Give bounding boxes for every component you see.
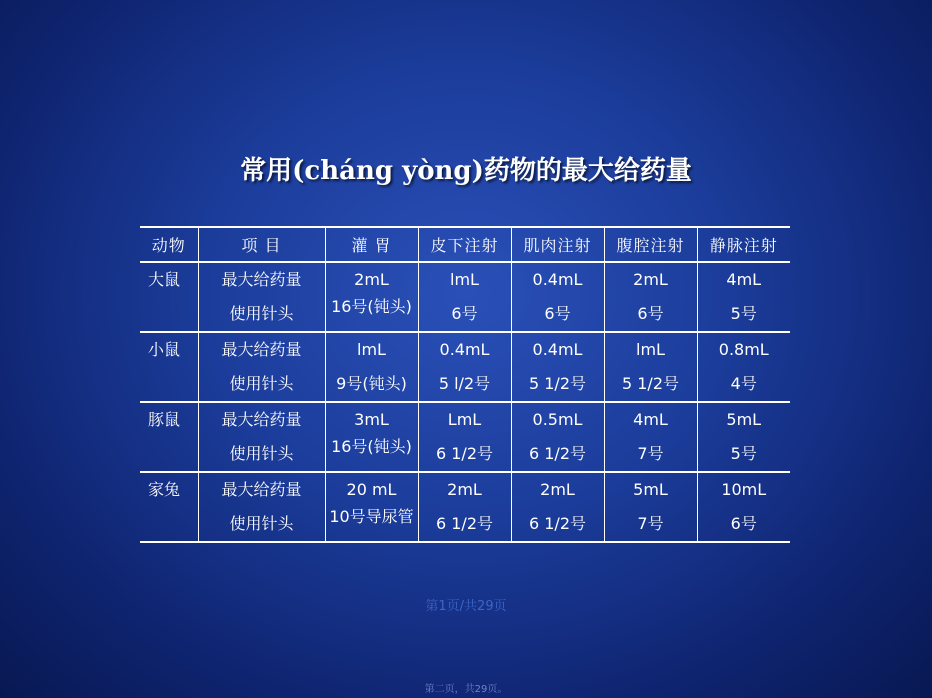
needle-value: 7号 [637,444,664,463]
needle-value: 6号 [451,304,478,323]
needle-value: 6号 [637,304,664,323]
dose-value: 4mL [633,410,668,429]
animal-name: 豚鼠 [148,410,181,429]
needle-value: 5 l/2号 [438,374,491,393]
needle-value: 4号 [730,374,757,393]
item-label: 使用针头 [229,514,294,533]
dose-value: 2mL [540,480,575,499]
footer-text: 第二页，共29页。 [424,684,508,695]
dose-value: 2mL [447,480,482,499]
item-label: 使用针头 [229,374,294,393]
header-animal: 动物 [140,227,198,262]
animal-name: 家兔 [148,480,181,499]
dose-value: 0.8mL [718,340,769,359]
dosage-table [140,226,790,543]
dose-value: 4mL [726,270,762,289]
needle-value: 5号 [730,444,757,463]
header-intramuscular: 肌肉注射 [511,227,604,262]
needle-value: 6号 [730,514,757,533]
needle-value: 7号 [637,514,664,533]
table-row [140,402,790,472]
dose-value: LmL [447,410,482,429]
needle-value: 16号(钝头) [331,297,412,316]
needle-value: 6号 [544,304,571,323]
header-item: 项 目 [198,227,325,262]
needle-value: 5号 [730,304,757,323]
table-row [140,262,790,332]
needle-value: 9号(钝头) [336,374,407,393]
needle-value: 5 1/2号 [621,374,680,393]
table-row [140,332,790,402]
slide-title: 常用(cháng yòng)药物的最大给药量 [240,156,692,186]
dose-value: 10mL [721,480,767,499]
item-label: 最大给药量 [221,340,302,359]
header-intraperitoneal: 腹腔注射 [604,227,697,262]
dose-value: lmL [357,340,386,359]
dose-value: 0.5mL [532,410,583,429]
dose-value: 0.4mL [439,340,490,359]
item-label: 使用针头 [229,444,294,463]
animal-name: 小鼠 [148,340,181,359]
dose-value: 2mL [633,270,668,289]
header-intravenous: 静脉注射 [697,227,790,262]
dose-value: 0.4mL [532,270,583,289]
dose-value: 5mL [726,410,762,429]
item-label: 最大给药量 [221,480,302,499]
table-row [140,472,790,542]
dose-value: lmL [636,340,665,359]
animal-name: 大鼠 [148,270,181,289]
needle-value: 6 1/2号 [528,444,587,463]
needle-value: 6 1/2号 [435,444,494,463]
needle-value: 6 1/2号 [528,514,587,533]
needle-value: 10号导尿管 [329,507,414,526]
dose-value: 0.4mL [532,340,583,359]
dose-value: 3mL [354,410,389,429]
item-label: 最大给药量 [221,270,302,289]
dose-value: 2mL [354,270,389,289]
needle-value: 16号(钝头) [331,437,412,456]
item-label: 使用针头 [229,304,294,323]
dose-value: lmL [450,270,479,289]
page-number: 第1页/共29页 [425,599,507,614]
table-header-row [140,227,790,262]
dose-value: 5mL [633,480,668,499]
header-gavage: 灌 胃 [325,227,418,262]
header-subcutaneous: 皮下注射 [418,227,511,262]
dose-value: 20 mL [346,480,397,499]
needle-value: 5 1/2号 [528,374,587,393]
item-label: 最大给药量 [221,410,302,429]
needle-value: 6 1/2号 [435,514,494,533]
